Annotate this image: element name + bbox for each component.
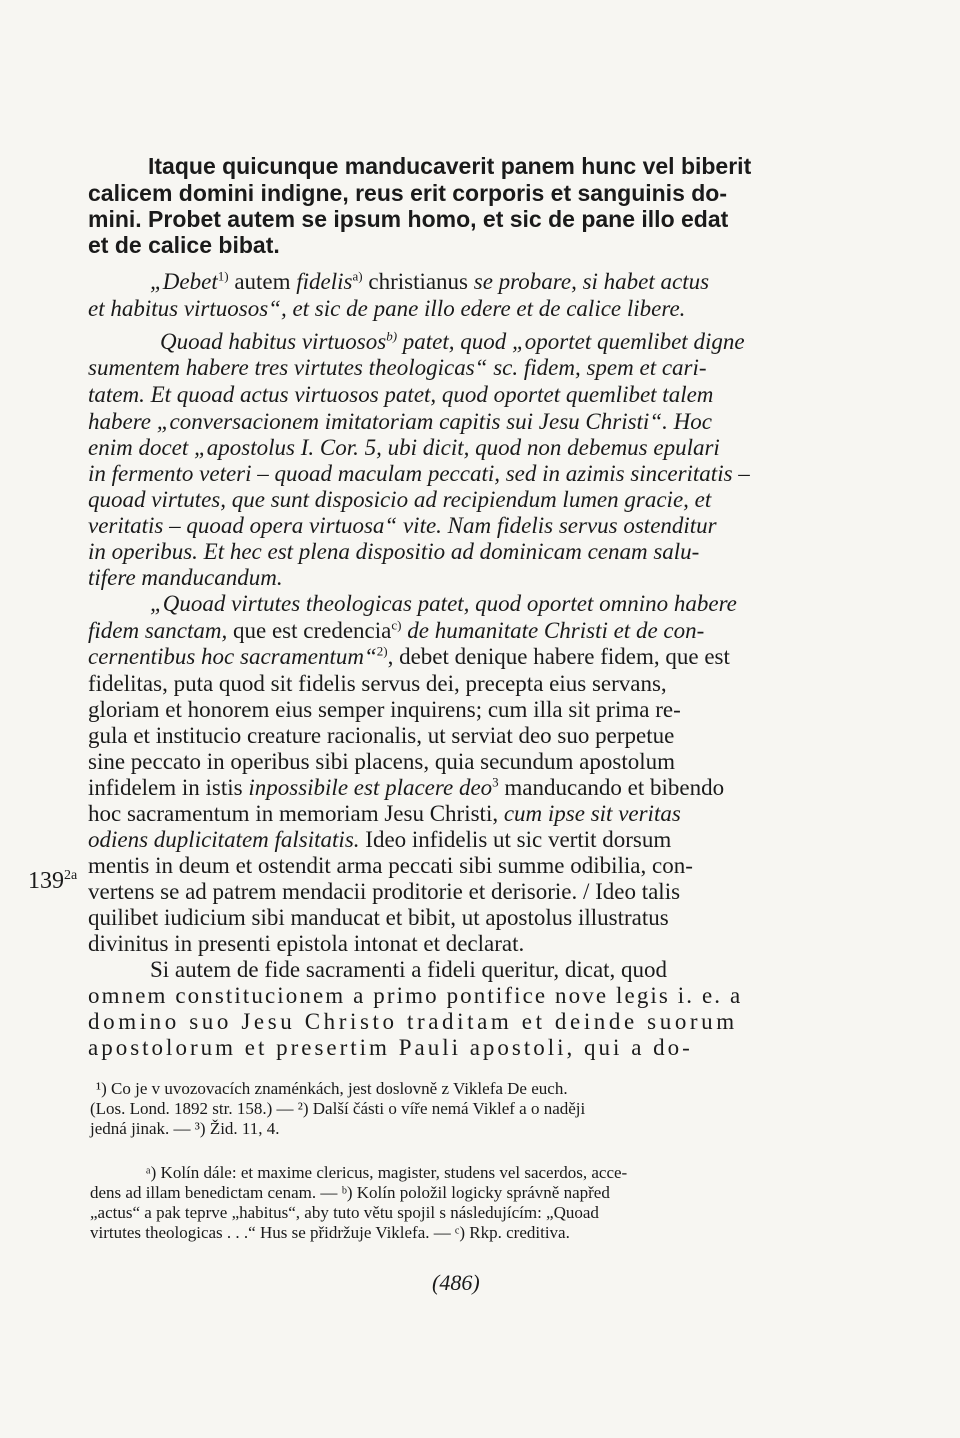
bold-line-3: mini. Probet autem se ipsum homo, et sic de pane illo edat <box>88 206 729 232</box>
p3-line-8: infidelem in istis inpossibile est placere deo$^3$ manducando et bibendo <box>88 774 725 800</box>
p2-line-3: tatem. Et quoad actus virtuosos patet, quod oportet quemlibet talem <box>88 382 714 407</box>
p3-line-4: fidelitas, puta quod sit fidelis servus dei, precepta eius servans, <box>88 671 667 696</box>
p4-line-2: omnem constitucionem a primo pontifice nove legis i. e. a <box>88 983 743 1008</box>
p2-line-1: Quoad habitus virtuosos$^{b)}$ patet, quod „oportet quemlibet digne <box>160 328 745 354</box>
footnote-1-line-1: ¹) Co je v uvozovacích znaménkách, jest doslovně z Viklefa De euch. <box>96 1079 568 1098</box>
p4-line-4: apostolorum et presertim Pauli apostoli, qui a do- <box>88 1035 693 1060</box>
footnote-1-line-2: (Los. Lond. 1892 str. 158.) — ²) Další části o víře nemá Viklef a o naději <box>90 1099 586 1118</box>
footnote-2-line-4: virtutes theologicas . . .“ Hus se přidržuje Viklefa. — ᶜ) Rkp. creditiva. <box>90 1223 570 1242</box>
bold-line-2: calicem domini indigne, reus erit corporis et sanguinis do- <box>88 180 728 206</box>
footnote-2-line-1: ᵃ) Kolín dále: et maxime clericus, magister, studens vel sacerdos, acce- <box>146 1163 628 1182</box>
p3-line-7: sine peccato in operibus sibi placens, quia secundum apostolum <box>88 749 676 774</box>
bold-line-1: Itaque quicunque manducaverit panem hunc vel biberit <box>148 153 752 179</box>
bold-line-4: et de calice bibat. <box>88 232 280 258</box>
p2-line-7: quoad virtutes, que sunt disposicio ad recipiendum lumen gracie, et <box>88 487 712 512</box>
p3-line-6: gula et institucio creature racionalis, ut serviat deo suo perpetue <box>88 723 675 748</box>
p2-line-10: tifere manducandum. <box>88 565 283 590</box>
p3-line-2: fidem sanctam, que est credencia$^{c)}$ de humanitate Christi et de con- <box>88 617 705 643</box>
p2-line-6: in fermento veteri – quoad maculam peccati, sed in azimis sinceritatis – <box>88 461 750 486</box>
p3-line-3: cernentibus hoc sacramentum“$^{2)}$, debet denique habere fidem, que est <box>88 643 730 669</box>
p3-line-5: gloriam et honorem eius semper inquirens; cum illa sit prima re- <box>88 697 681 722</box>
p2-line-5: enim docet „apostolus I. Cor. 5, ubi dicit, quod non debemus epulari <box>88 435 720 460</box>
footnote-2-line-2: dens ad illam benedictam cenam. — ᵇ) Kolín položil logicky správně napřed <box>90 1183 610 1202</box>
p3-line-10: odiens duplicitatem falsitatis. Ideo infidelis ut sic vertit dorsum <box>88 827 672 852</box>
p3-line-12: vertens se ad patrem mendacii proditorie et derisorie. / Ideo talis <box>88 879 681 904</box>
p1-line-2: et habitus virtuosos“, et sic de pane illo edere et de calice libere. <box>88 296 686 321</box>
margin-folio-number: $139^{2a}$ <box>28 868 78 894</box>
p3-line-11: mentis in deum et ostendit arma peccati sibi summe odibilia, con- <box>88 853 693 878</box>
footnote-2-line-3: „actus“ a pak teprve „habitus“, aby tuto větu spojil s následujícím: „Quoad <box>90 1203 599 1222</box>
p3-line-13: quilibet iudicium sibi manducat et bibit, ut apostolus illustratus <box>88 905 669 930</box>
p4-line-1: Si autem de fide sacramenti a fideli queritur, dicat, quod <box>150 957 668 982</box>
footnote-1-line-3: jedná jinak. — ³) Žid. 11, 4. <box>90 1119 280 1138</box>
p3-line-1: „Quoad virtutes theologicas patet, quod oportet omnino habere <box>150 591 737 616</box>
p2-line-9: in operibus. Et hec est plena dispositio ad dominicam cenam salu- <box>88 539 700 564</box>
p3-line-9: hoc sacramentum in memoriam Jesu Christi, cum ipse sit veritas <box>88 801 681 826</box>
p3-line-14: divinitus in presenti epistola intonat et declarat. <box>88 931 525 956</box>
p2-line-8: veritatis – quoad opera virtuosa“ vite. Nam fidelis servus ostenditur <box>88 513 717 538</box>
p4-line-3: domino suo Jesu Christo traditam et deinde suorum <box>88 1009 738 1034</box>
p2-line-4: habere „conversacionem imitatoriam capitis sui Jesu Christi“. Hoc <box>88 409 712 434</box>
p2-line-2: sumentem habere tres virtutes theologicas“ sc. fidem, spem et cari- <box>88 355 707 380</box>
page-number: (486) <box>432 1270 480 1295</box>
p1-line-1: „Debet$^{1)}$ autem fidelis$^{a)}$ christianus se probare, si habet actus <box>150 268 710 294</box>
